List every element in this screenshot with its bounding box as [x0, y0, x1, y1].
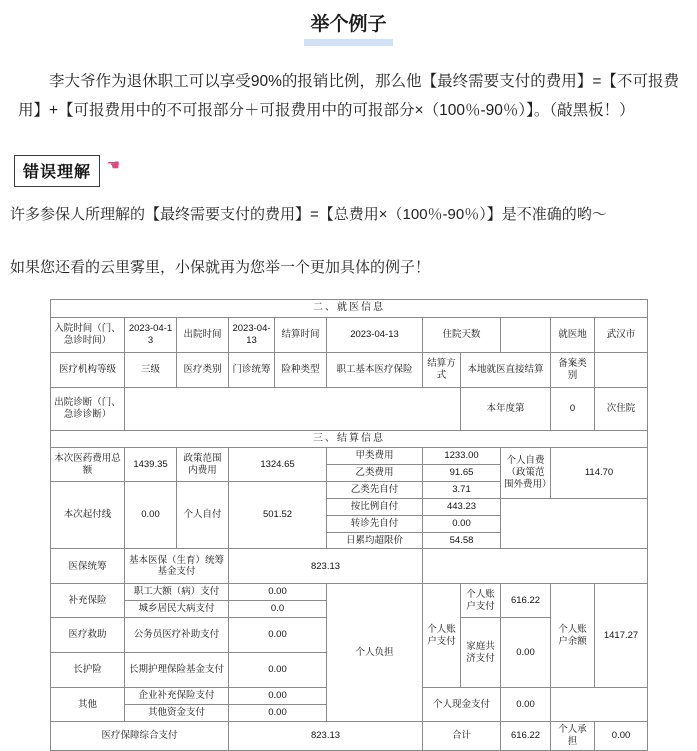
- cell-worker-large-label: 职工大额（病）支付: [125, 584, 229, 601]
- cell-account-balance-label: 个人账户余额: [551, 584, 595, 688]
- cell-other-fund-label: 其他资金支付: [125, 705, 229, 722]
- table-row: [51, 584, 648, 601]
- cell-medical-type-label: 医疗类别: [177, 352, 229, 387]
- cell-cash-pay-value: 0.00: [501, 688, 551, 722]
- cell-total-label: 合计: [423, 721, 501, 750]
- cell-admit-time-value: 2023-04-13: [125, 317, 177, 352]
- cell-insurance-kind-value: 职工基本医疗保险: [327, 352, 423, 387]
- table-row: [51, 430, 648, 448]
- cell-other-label: 其他: [51, 688, 125, 722]
- cell-stay-days-label: 住院天数: [423, 317, 501, 352]
- cell-blank-right-3: [551, 688, 648, 722]
- cell-family-share-label: 家庭共济支付: [461, 618, 501, 688]
- table-row: [51, 721, 648, 750]
- cell-medical-aid-label: 医疗救助: [51, 618, 125, 653]
- table-row: [51, 300, 648, 318]
- cell-enterprise-supp-value: 0.00: [229, 688, 327, 705]
- cell-policy-scope-value: 1324.65: [229, 448, 327, 482]
- cell-resident-serious-value: 0.0: [229, 601, 327, 618]
- cell-class-b-first-label: 乙类先自付: [327, 481, 423, 498]
- cell-discharge-time-label: 出院时间: [177, 317, 229, 352]
- table-row: [51, 549, 648, 584]
- cell-diagnosis-value: [125, 387, 461, 430]
- settlement-table: [50, 299, 648, 751]
- cell-basic-fund-value: 823.13: [229, 549, 423, 584]
- cell-referral-first-value: 0.00: [423, 515, 501, 532]
- band-medical-info: 二、就医信息: [51, 300, 648, 318]
- cell-supplement-label: 补充保险: [51, 584, 125, 618]
- cell-resident-serious-label: 城乡居民大病支付: [125, 601, 229, 618]
- cell-family-share-value: 0.00: [501, 618, 551, 688]
- cell-blank-right: [501, 498, 648, 549]
- cell-record-type-value: [595, 352, 648, 387]
- cell-year-count-value: 0: [551, 387, 595, 430]
- cell-total-value: 616.22: [501, 721, 551, 750]
- cell-year-count-label: 本年度第: [461, 387, 551, 430]
- cell-ltc-fund-label: 长期护理保险基金支付: [125, 653, 229, 688]
- cell-account-pay-label: 个人账户支付: [423, 584, 461, 688]
- cell-total-cost-value: 1439.35: [125, 448, 177, 482]
- cell-class-b-value: 91.65: [423, 465, 501, 482]
- cell-medical-type-value: 门诊统筹: [229, 352, 275, 387]
- cell-settle-time-value: 2023-04-13: [327, 317, 423, 352]
- cell-proportion-pay-value: 443.23: [423, 498, 501, 515]
- cell-policy-scope-label: 政策范围内费用: [177, 448, 229, 482]
- cell-proportion-pay-label: 按比例自付: [327, 498, 423, 515]
- table-row: [51, 387, 648, 430]
- cell-record-type-label: 备案类别: [551, 352, 595, 387]
- cell-year-count-unit: 次住院: [595, 387, 648, 430]
- intro-text: 李大爷作为退休职工可以享受90%的报销比例，那么他【最终需要支付的费用】=【不可报费用】+【可报费用中的不可报部分＋可报费用中的可报部分×（100％-90％）】。（敲黑板！）: [18, 72, 679, 119]
- cell-personal-bear-label: 个人承担: [551, 721, 595, 750]
- cell-worker-large-value: 0.00: [229, 584, 327, 601]
- table-row: [51, 352, 648, 387]
- cell-referral-first-label: 转诊先自付: [327, 515, 423, 532]
- cell-settle-method-label: 结算方式: [423, 352, 461, 387]
- document-page: [0, 14, 697, 751]
- cell-org-level-value: 三级: [125, 352, 177, 387]
- cell-class-b-first-value: 3.71: [423, 481, 501, 498]
- section-body-text-2: 如果您还看的云里雾里，小保就再为您举一个更加具体的例子！: [10, 259, 431, 277]
- pointing-hand-icon: ☚: [106, 157, 121, 175]
- page-title: 举个例子: [304, 14, 392, 46]
- cell-comprehensive-label: 医疗保障综合支付: [51, 721, 229, 750]
- cell-direct-settle-label: 本地就医直接结算: [461, 352, 551, 387]
- cell-ltc-fund-value: 0.00: [229, 653, 327, 688]
- cell-deductible-value: 0.00: [125, 481, 177, 549]
- cell-account-balance-value: 1417.27: [595, 584, 648, 688]
- cell-daily-limit-label: 日累均超限价: [327, 532, 423, 549]
- cell-insurance-kind-label: 险种类型: [275, 352, 327, 387]
- settlement-table-container: [50, 299, 647, 751]
- cell-civil-servant-label: 公务员医疗补助支付: [125, 618, 229, 653]
- cell-basic-fund-label: 基本医保（生育）统筹基金支付: [125, 549, 229, 584]
- intro-paragraph: [18, 68, 679, 125]
- cell-ltc-label: 长护险: [51, 653, 125, 688]
- cell-treat-place-label: 就医地: [551, 317, 595, 352]
- cell-org-level-label: 医疗机构等级: [51, 352, 125, 387]
- cell-personal-bear-value: 0.00: [595, 721, 648, 750]
- cell-self-pay-out-value: 114.70: [551, 448, 648, 499]
- cell-comprehensive-value: 823.13: [229, 721, 423, 750]
- cell-enterprise-supp-label: 企业补充保险支付: [125, 688, 229, 705]
- table-row: [51, 448, 648, 465]
- cell-class-b-label: 乙类费用: [327, 465, 423, 482]
- section-heading-wrong-understanding: [14, 155, 121, 187]
- section-heading-label: 错误理解: [14, 155, 100, 187]
- cell-stay-days-value: [501, 317, 551, 352]
- cell-admit-time-label: 入院时间（门、急诊时间）: [51, 317, 125, 352]
- title-container: [0, 14, 697, 46]
- cell-pooling-label: 医保统筹: [51, 549, 125, 584]
- cell-personal-pay-value: 501.52: [229, 481, 327, 549]
- cell-class-a-label: 甲类费用: [327, 448, 423, 465]
- cell-total-cost-label: 本次医药费用总额: [51, 448, 125, 482]
- cell-settle-time-label: 结算时间: [275, 317, 327, 352]
- cell-account-pay-sub-label: 个人账户支付: [461, 584, 501, 618]
- cell-treat-place-value: 武汉市: [595, 317, 648, 352]
- cell-blank-right-2: [423, 549, 648, 584]
- cell-cash-pay-label: 个人现金支付: [423, 688, 501, 722]
- cell-self-pay-out-label: 个人自费（政策范围外费用）: [501, 448, 551, 499]
- cell-class-a-value: 1233.00: [423, 448, 501, 465]
- band-settlement-info: 三、结算信息: [51, 430, 648, 448]
- cell-deductible-label: 本次起付线: [51, 481, 125, 549]
- cell-civil-servant-value: 0.00: [229, 618, 327, 653]
- cell-account-pay-value: 616.22: [501, 584, 551, 618]
- cell-discharge-time-value: 2023-04-13: [229, 317, 275, 352]
- table-row: [51, 317, 648, 352]
- cell-other-fund-value: 0.00: [229, 705, 327, 722]
- cell-personal-pay-label: 个人自付: [177, 481, 229, 549]
- cell-diagnosis-label: 出院诊断（门、急诊诊断）: [51, 387, 125, 430]
- section-body-text: 许多参保人所理解的【最终需要支付的费用】=【总费用×（100％-90％）】是不准确的哟～: [10, 206, 607, 224]
- cell-daily-limit-value: 54.58: [423, 532, 501, 549]
- cell-personal-burden-label: 个人负担: [327, 584, 423, 722]
